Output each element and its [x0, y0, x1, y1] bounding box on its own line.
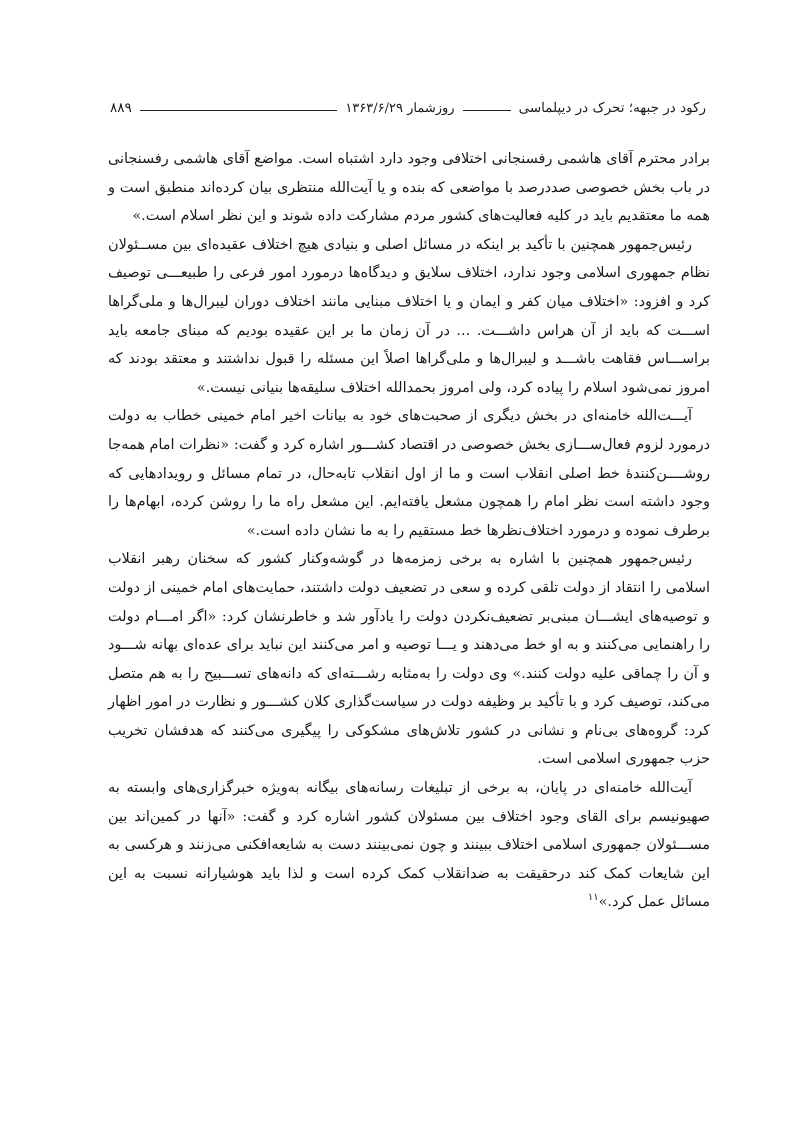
chapter-title: رکود در جبهه؛ تحرک در دیپلماسی [518, 100, 706, 116]
body-text [108, 145, 710, 917]
page-number: ۸۸۹ [110, 100, 132, 116]
paragraph-1: برادر محترم آقای هاشمی رفسنجانی اختلافی وجود دارد اشتباه است. مواضع آقای هاشمی رفسنجانی در باب بخش خصوصی صددرصد با مواضعی که بنده و یا آیت‌الله منتظری بیان کرده‌اند منطبق است و همه ما معتقدیم باید در کلیه فعالیت‌های کشور مردم مشارکت داده شوند و این نظر اسلام است.» [108, 151, 710, 225]
header-rule-right [463, 110, 511, 111]
diary-date-label: روزشمار ۱۳۶۳/۶/۲۹ [345, 101, 455, 116]
running-header [110, 92, 706, 116]
paragraph-3: آیـــت‌الله خامنه‌ای در بخش دیگری از صحبت‌های خود به بیانات اخیر امام خمینی خطاب به دولت درمورد لزوم فعال‌ســـازی بخش خصوصی در اقتصاد کشـــور اشاره کرد و گفت: «نظرات امام همه‌جا روشــــن‌کنندهٔ خط اصلی انقلاب است و ما از اول انقلاب تابه‌حال، در تمام مسائل و رویدادهایی که وجود داشته است نظر امام را همچون مشعل یافته‌ایم. این مشعل راه ما را روشن کرده، ابهام‌ها را برطرف نموده و درمورد اختلاف‌نظرها خط مستقیم را به ما نشان داده است.» [108, 408, 710, 539]
header-rule-left [140, 110, 338, 111]
footnote-reference: ۱۱ [587, 892, 599, 904]
paragraph-5-text: آیت‌الله خامنه‌ای در پایان، به برخی از تبلیغات رسانه‌های بیگانه به‌ویژه خبرگزاری‌های وابسته به صهیونیسم برای القای وجود اختلاف بین مسئولان کشور اشاره کرد و گفت: «آنها در کمین‌اند بین مســـئولان جمهوری اسلامی اختلاف ببینند و چون نمی‌بینند دست به شایعه‌افکنی می‌زنند و هرکسی به این شایعات کمک کند درحقیقت به ضدانقلاب کمک کرده است و لذا باید هوشیارانه نسبت به این مسائل عمل کرد.» [108, 780, 710, 911]
paragraph-2: رئیس‌جمهور همچنین با تأکید بر اینکه در مسائل اصلی و بنیادی هیچ اختلاف عقیده‌ای بین مســئولان نظام جمهوری اسلامی وجود ندارد، اختلاف سلایق و دیدگاه‌ها درمورد امور فرعی را طبیعـــی توصیف کرد و افزود: «اختلاف میان کفر و ایمان و یا اختلاف مبنایی مانند اختلاف دوران لیبرال‌ها و ملی‌گراها اســـت که باید از آن هراس داشـــت. ... در آن زمان ما بر این عقیده بودیم که مبنای جامعه باید براســـاس فقاهت باشـــد و لیبرال‌ها و ملی‌گراها اصلاً این مسئله را قبول نداشتند و معتقد بودند که امروز نمی‌شود اسلام را پیاده کرد، ولی امروز بحمدالله اختلاف سلیقه‌ها بنیانی نیست.» [108, 236, 710, 396]
paragraph-5 [108, 774, 710, 917]
paragraph-4: رئیس‌جمهور همچنین با اشاره به برخی زمزمه‌ها در گوشه‌وکنار کشور که سخنان رهبر انقلاب اسلامی را انتقاد از دولت تلقی کرده و سعی در تضعیف دولت داشتند، حمایت‌های امام خمینی از دولت و توصیه‌های ایشـــان مبنی‌بر تضعیف‌نکردن دولت را یادآور شد و خاطرنشان کرد: «اگر امـــام دولت را راهنمایی می‌کنند و به او خط می‌دهند و یـــا توصیه و امر می‌کنند این نباید برای عده‌ای بهانه شـــود و آن را چماقی علیه دولت کنند.» وی دولت را به‌مثابه رشـــته‌ای که دانه‌های تســـبیح را به هم متصل می‌کند، توصیف کرد و با تأکید بر وظیفه دولت در سیاست‌گذاری کلان کشـــور و نظارت در امور اظهار کرد: گروه‌های بی‌نام و نشانی در کشور تلاش‌های مشکوکی را پیگیری می‌کنند که هدفشان تخریب حزب جمهوری اسلامی است. [108, 551, 710, 768]
